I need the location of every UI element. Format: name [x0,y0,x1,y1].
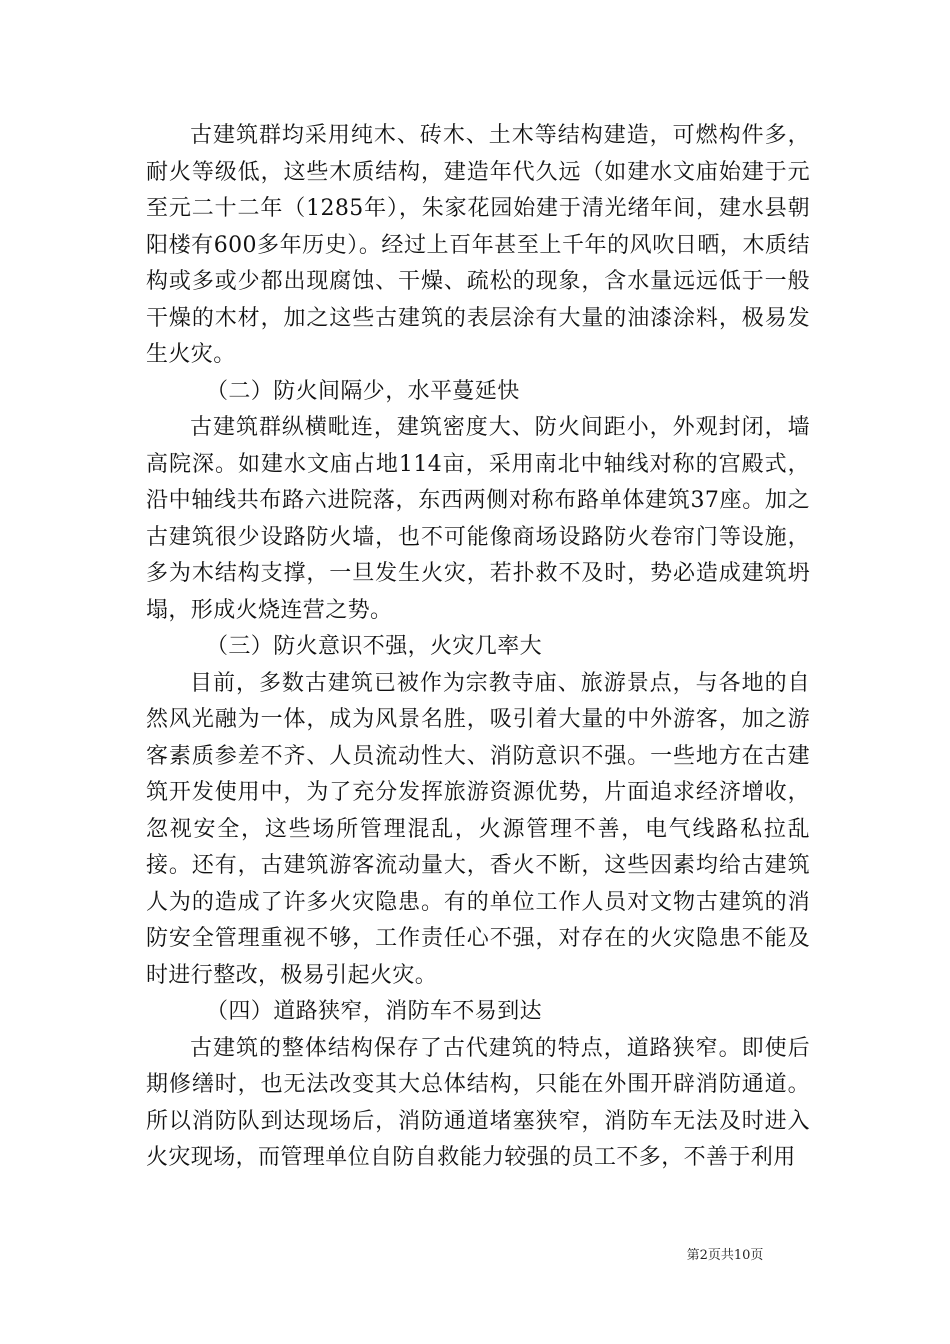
paragraph-fire-spacing: 古建筑群纵横毗连，建筑密度大、防火间距小，外观封闭，墙高院深。如建水文庙占地114亩，采用南北中轴线对称的宫殿式，沿中轴线共布路六进院落，东西两侧对称布路单体建筑37座。加之古建筑很少设路防火墙，也不可能像商场设路防火卷帘门等设施，多为木结构支撑，一旦发生火灾，若扑救不及时，势必造成建筑坍塌，形成火烧连营之势。 [146,415,810,623]
paragraph-wood-structure: 古建筑群均采用纯木、砖木、土木等结构建造，可燃构件多，耐火等级低，这些木质结构，建造年代久远（如建水文庙始建于元至元二十二年（1285年），朱家花园始建于清光绪年间，建水县朝阳楼有600多年历史）。经过上百年甚至上千年的风吹日晒，木质结构或多或少都出现腐蚀、干燥、疏松的现象，含水量远远低于一般干燥的木材，加之这些古建筑的表层涂有大量的油漆涂料，极易发生火灾。 [146,123,810,367]
section-heading-3: （三）防火意识不强，火灾几率大 [206,634,543,659]
page-number: 第2页共10页 [686,1248,764,1263]
section-heading-2: （二）防火间隔少，水平蔓延快 [206,378,520,404]
section-heading-4: （四）道路狭窄，消防车不易到达 [206,999,543,1024]
document-body [146,118,810,1177]
paragraph-fire-awareness: 目前，多数古建筑已被作为宗教寺庙、旅游景点，与各地的自然风光融为一体，成为风景名胜，吸引着大量的中外游客，加之游客素质参差不齐、人员流动性大、消防意识不强。一些地方在古建筑开发使用中，为了充分发挥旅游资源优势，片面追求经济增收，忽视安全，这些场所管理混乱，火源管理不善，电气线路私拉乱接。还有，古建筑游客流动量大，香火不断，这些因素均给古建筑人为的造成了许多火灾隐患。有的单位工作人员对文物古建筑的消防安全管理重视不够，工作责任心不强，对存在的火灾隐患不能及时进行整改，极易引起火灾。 [146,670,810,988]
page-footer [0,1247,950,1265]
paragraph-narrow-roads: 古建筑的整体结构保存了古代建筑的特点，道路狭窄。即使后期修缮时，也无法改变其大总体结构，只能在外围开辟消防通道。所以消防队到达现场后，消防通道堵塞狭窄，消防车无法及时进入火灾现场，而管理单位自防自救能力较强的员工不多，不善于利用 [146,1035,810,1170]
